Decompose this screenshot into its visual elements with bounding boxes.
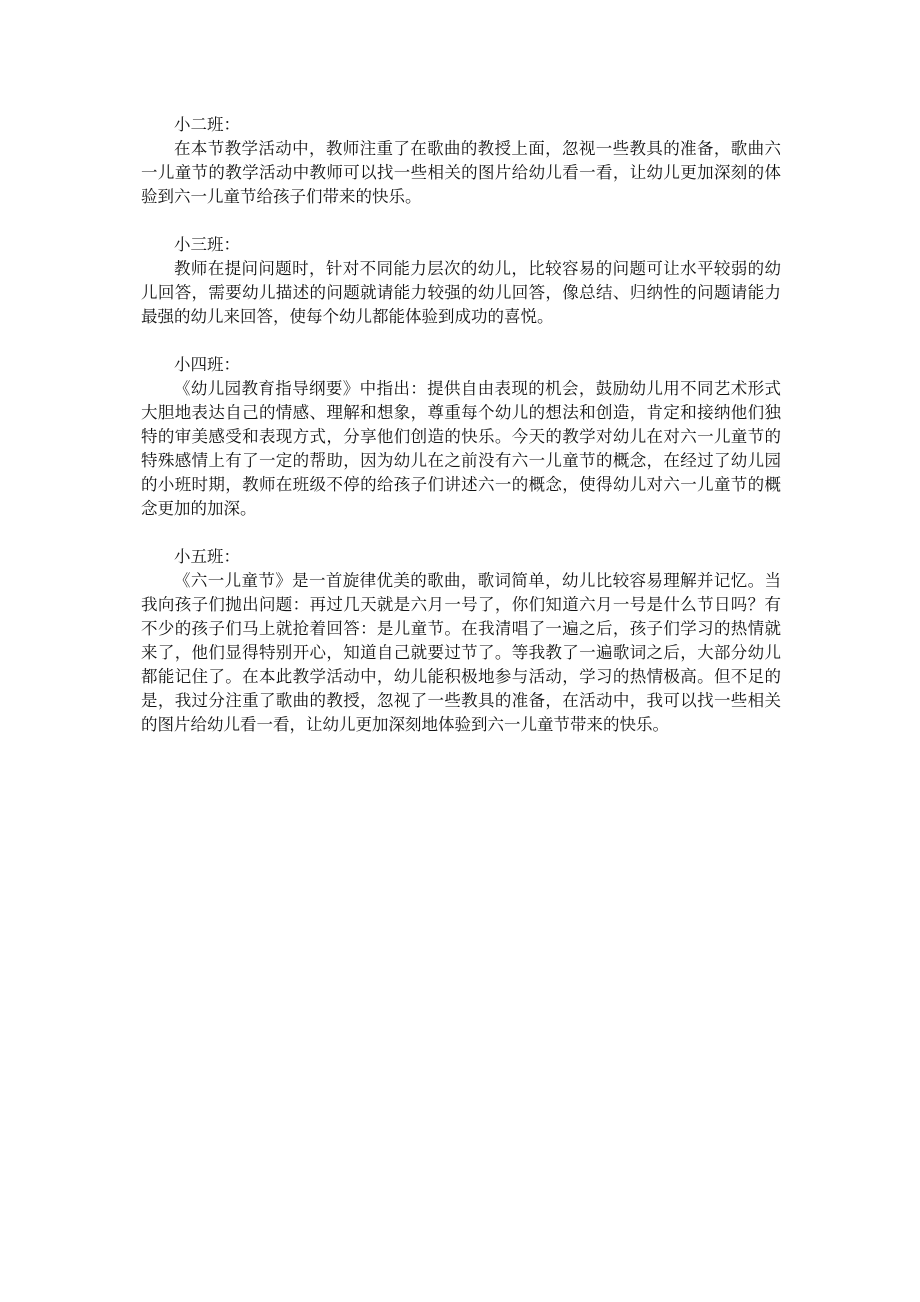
section-class-2 — [141, 113, 781, 209]
section-class-4 — [141, 353, 781, 521]
section-class-3 — [141, 233, 781, 329]
document-page — [141, 113, 781, 761]
section-paragraph: 教师在提问问题时，针对不同能力层次的幼儿，比较容易的问题可让水平较弱的幼儿回答，需要幼儿描述的问题就请能力较强的幼儿回答，像总结、归纳性的问题请能力最强的幼儿来回答，使每个幼儿都能体验到成功的喜悦。 — [141, 259, 781, 326]
section-class-5 — [141, 545, 781, 737]
section-paragraph: 《幼儿园教育指导纲要》中指出：提供自由表现的机会，鼓励幼儿用不同艺术形式大胆地表达自己的情感、理解和想象，尊重每个幼儿的想法和创造，肯定和接纳他们独特的审美感受和表现方式，分享他们创造的快乐。今天的教学对幼儿在对六一儿童节的特殊感情上有了一定的帮助，因为幼儿在之前没有六一儿童节的概念，在经过了幼儿园的小班时期，教师在班级不停的给孩子们讲述六一的概念，使得幼儿对六一儿童节的概念更加的加深。 — [141, 379, 781, 518]
section-heading: 小二班： — [174, 115, 240, 134]
section-heading: 小四班： — [174, 355, 240, 374]
section-paragraph: 《六一儿童节》是一首旋律优美的歌曲，歌词简单，幼儿比较容易理解并记忆。当我向孩子们抛出问题：再过几天就是六月一号了，你们知道六月一号是什么节日吗？有不少的孩子们马上就抢着回答：是儿童节。在我清唱了一遍之后，孩子们学习的热情就来了，他们显得特别开心，知道自己就要过节了。等我教了一遍歌词之后，大部分幼儿都能记住了。在本此教学活动中，幼儿能积极地参与活动，学习的热情极高。但不足的是，我过分注重了歌曲的教授，忽视了一些教具的准备，在活动中，我可以找一些相关的图片给幼儿看一看，让幼儿更加深刻地体验到六一儿童节带来的快乐。 — [141, 571, 781, 734]
section-heading: 小五班： — [174, 547, 240, 566]
section-paragraph: 在本节教学活动中，教师注重了在歌曲的教授上面，忽视一些教具的准备，歌曲六一儿童节的教学活动中教师可以找一些相关的图片给幼儿看一看，让幼儿更加深刻的体验到六一儿童节给孩子们带来的快乐。 — [141, 139, 781, 206]
section-heading: 小三班： — [174, 235, 240, 254]
